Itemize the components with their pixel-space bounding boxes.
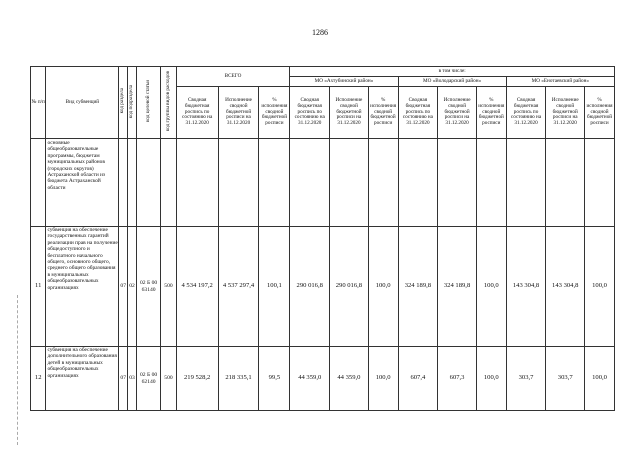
row-mo2-exec: 324 189,8 [438, 227, 477, 347]
row-total-exec: 218 335,1 [218, 347, 259, 411]
header-mo-akhtubinsky: МО «Ахтубинский район» [290, 77, 398, 87]
row-mo1-exec: 290 016,8 [330, 227, 369, 347]
header-mo-volodarsky: МО «Володарский район» [398, 77, 506, 87]
cell-empty [136, 139, 160, 227]
row-article: 02 Б 00 62140 [136, 347, 160, 411]
header-including: в том числе: [290, 67, 615, 77]
header-mo3-exec: Исполнение сводной бюджетной росписи на 31.12.2020 [546, 87, 585, 139]
row-total-budget: 219 528,2 [176, 347, 218, 411]
cell-empty [128, 139, 137, 227]
row-mo1-budget: 290 016,8 [290, 227, 330, 347]
row-mo3-pct: 100,0 [585, 227, 615, 347]
page-number: 1286 [312, 28, 328, 37]
table-row-continuation [31, 139, 615, 227]
subventions-table [30, 66, 615, 411]
row-mo2-pct: 100,0 [476, 347, 506, 411]
cell-empty [585, 139, 615, 227]
margin-guide-line [17, 295, 18, 445]
cell-empty [476, 139, 506, 227]
row-num: 11 [31, 227, 46, 347]
row-mo2-budget: 324 189,8 [398, 227, 438, 347]
cell-empty [330, 139, 369, 227]
cell-empty [506, 139, 546, 227]
row-mo3-budget: 143 304,8 [506, 227, 546, 347]
row-mo1-budget: 44 359,0 [290, 347, 330, 411]
header-code-article: код целевой статьи [136, 67, 160, 139]
header-mo3-budget: Сводная бюджетная роспись по состоянию на 31.12.2020 [506, 87, 546, 139]
header-total-pct: % исполнения сводной бюджетной росписи [259, 87, 290, 139]
row-mo2-exec: 607,3 [438, 347, 477, 411]
cell-empty [119, 139, 128, 227]
row-section: 07 [119, 227, 128, 347]
row-total-exec: 4 537 297,4 [218, 227, 259, 347]
header-mo3-pct: % исполнения сводной бюджетной росписи [585, 87, 615, 139]
row-subsection: 02 [128, 227, 137, 347]
table-row [31, 347, 615, 411]
header-code-section: код раздела [119, 67, 128, 139]
row-mo2-pct: 100,0 [476, 227, 506, 347]
row-total-pct: 100,1 [259, 227, 290, 347]
cell-empty [161, 139, 176, 227]
row-mo1-pct: 100,0 [368, 347, 398, 411]
row-mo1-exec: 44 359,0 [330, 347, 369, 411]
row-total-budget: 4 534 197,2 [176, 227, 218, 347]
row-mo3-exec: 143 304,8 [546, 227, 585, 347]
row-mo2-budget: 607,4 [398, 347, 438, 411]
header-mo2-budget: Сводная бюджетная роспись по состоянию на 31.12.2020 [398, 87, 438, 139]
cell-empty [546, 139, 585, 227]
row-article: 02 Б 00 63140 [136, 227, 160, 347]
cell-empty [368, 139, 398, 227]
row-subsection: 03 [128, 347, 137, 411]
row-total-pct: 99,5 [259, 347, 290, 411]
cell-empty [176, 139, 218, 227]
row-expense: 500 [161, 347, 176, 411]
header-total-budget: Сводная бюджетная роспись по состоянию на 31.12.2020 [176, 87, 218, 139]
row-name: субвенция на обеспечение государственных гарантий реализации прав на получение общедоступного и бесплатного начального общего, основного общего, среднего общего образования в муниципальных общеобразовательных организациях [46, 227, 119, 347]
row-num: 12 [31, 347, 46, 411]
header-total: ВСЕГО [176, 67, 290, 87]
row-mo3-exec: 303,7 [546, 347, 585, 411]
header-total-exec: Исполнение сводной бюджетной росписи на 31.12.2020 [218, 87, 259, 139]
header-mo1-budget: Сводная бюджетная роспись по состоянию на 31.12.2020 [290, 87, 330, 139]
row-mo3-budget: 303,7 [506, 347, 546, 411]
cell-empty [218, 139, 259, 227]
header-mo2-exec: Исполнение сводной бюджетной росписи на 31.12.2020 [438, 87, 477, 139]
row-mo1-pct: 100,0 [368, 227, 398, 347]
continuation-text: основные общеобразовательные программы, бюджетам муниципальных районов (городских округов) Астраханской области из бюджета Астраханской области [46, 139, 119, 227]
cell-empty [31, 139, 46, 227]
row-name: субвенция на обеспечение дополнительного образования детей в муниципальных общеобразовательных организациях [46, 347, 119, 411]
header-name: Вид субвенций [46, 67, 119, 139]
row-section: 07 [119, 347, 128, 411]
row-mo3-pct: 100,0 [585, 347, 615, 411]
header-num: № п/п [31, 67, 46, 139]
cell-empty [438, 139, 477, 227]
cell-empty [259, 139, 290, 227]
header-code-subsection: код подраздела [128, 67, 137, 139]
header-mo1-exec: Исполнение сводной бюджетной росписи на 31.12.2020 [330, 87, 369, 139]
header-mo1-pct: % исполнения сводной бюджетной росписи [368, 87, 398, 139]
table-row [31, 227, 615, 347]
cell-empty [398, 139, 438, 227]
header-code-expense: код группы видов расходов [161, 67, 176, 139]
header-row-1 [31, 67, 615, 77]
row-expense: 500 [161, 227, 176, 347]
cell-empty [290, 139, 330, 227]
header-mo-enotaevsky: МО «Енотаевский район» [506, 77, 614, 87]
header-mo2-pct: % исполнения сводной бюджетной росписи [476, 87, 506, 139]
